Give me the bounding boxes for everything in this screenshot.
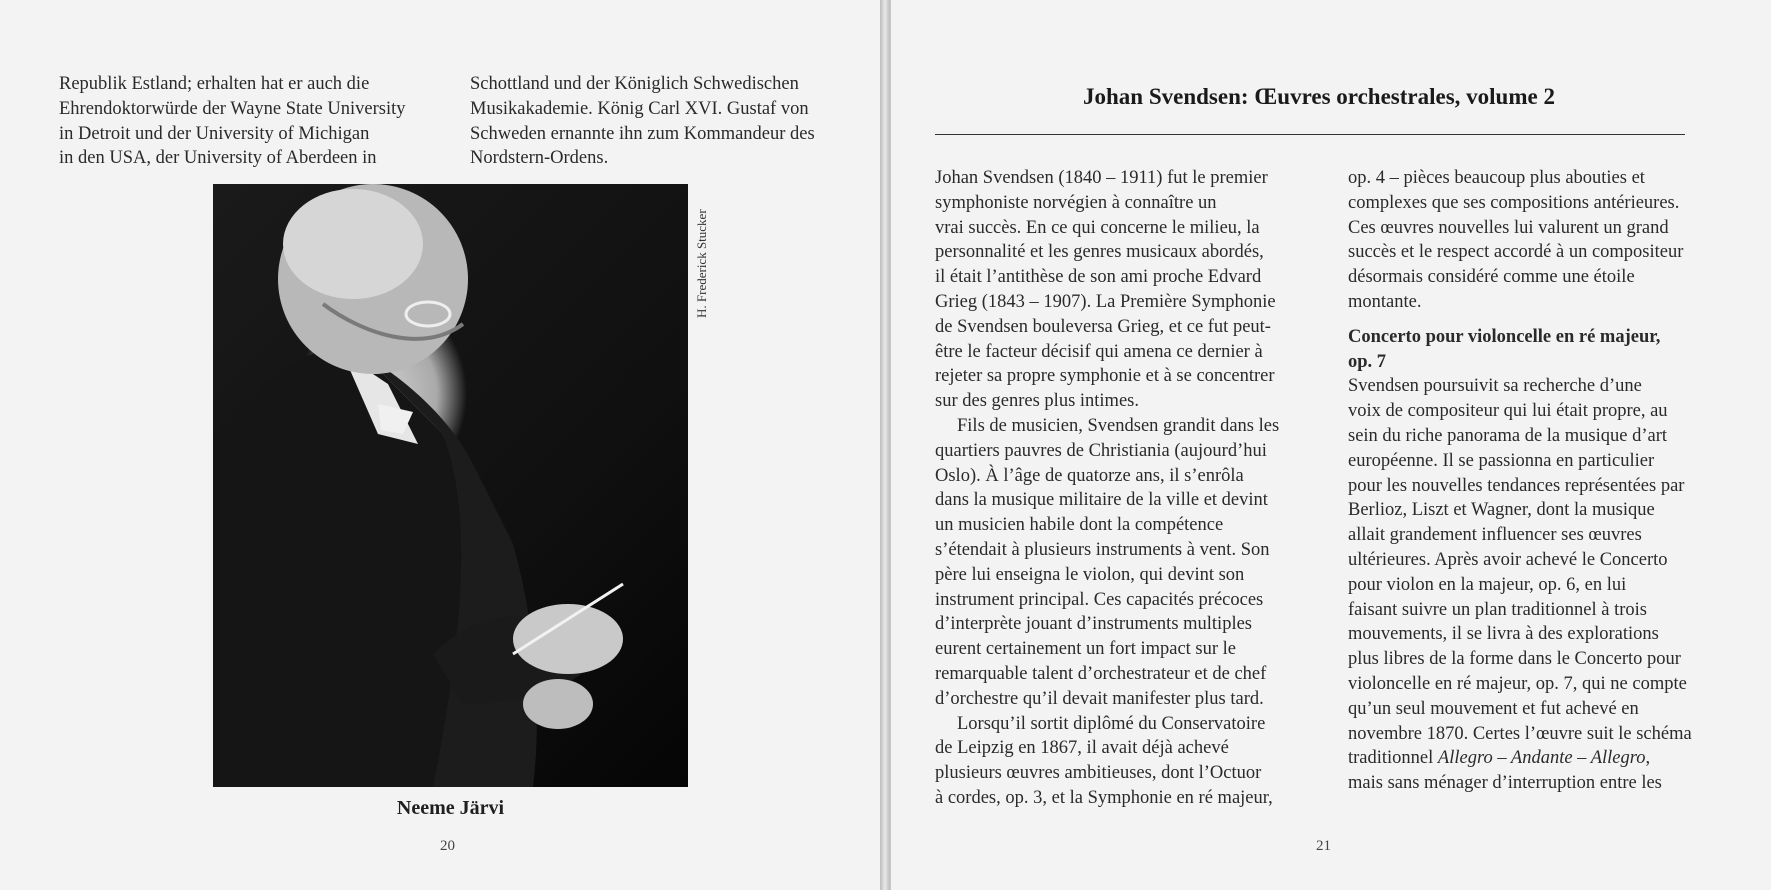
text-line: Ehrendoktorwürde der Wayne State University — [59, 98, 406, 119]
right-column-2-top — [1348, 166, 1692, 315]
text-line: Lorsqu’il sortit diplômé du Conservatoire — [957, 713, 1266, 734]
text-line: d’interprète jouant d’instruments multiples — [935, 614, 1253, 635]
text-line: remarquable talent d’orchestrateur et de chef — [935, 663, 1267, 684]
text-line: complexes que ses compositions antérieures. — [1348, 192, 1680, 213]
text-line-italic — [1348, 746, 1692, 771]
right-column-2-bottom — [1348, 374, 1692, 746]
text-line: novembre 1870. Certes l’œuvre suit le schéma — [1348, 723, 1692, 744]
text-line: Schweden ernannte ihn zum Kommandeur des — [470, 123, 815, 144]
right-column-2 — [1348, 166, 1692, 796]
left-column-1 — [59, 72, 406, 171]
text-line: européenne. Il se passionna en particulier — [1348, 450, 1655, 471]
text-line: succès et le respect accordé à un compositeur — [1348, 242, 1684, 263]
text-line: Grieg (1843 – 1907). La Première Symphonie — [935, 291, 1276, 312]
text-line: Berlioz, Liszt et Wagner, dont la musique — [1348, 500, 1655, 521]
text-line: dans la musique militaire de la ville et devint — [935, 490, 1268, 511]
page-heading: Johan Svendsen: Œuvres orchestrales, volume 2 — [1083, 84, 1555, 109]
text-line: vrai succès. En ce qui concerne le milieu, la — [935, 217, 1260, 238]
subheading-line: Concerto pour violoncelle en ré majeur, — [1348, 326, 1661, 347]
text-line: il était l’antithèse de son ami proche Edvard — [935, 267, 1262, 288]
text-line: op. 4 – pièces beaucoup plus abouties et — [1348, 168, 1645, 188]
text-segment: , — [1645, 748, 1651, 769]
text-line: pour violon en la majeur, op. 6, en lui — [1348, 574, 1627, 595]
text-line: plusieurs œuvres ambitieuses, dont l’Octuor — [935, 763, 1262, 784]
text-line: pour les nouvelles tendances représentées par — [1348, 475, 1685, 496]
book-gutter — [880, 0, 890, 890]
section-subheading — [1348, 325, 1692, 375]
italic-tempo-markings: Allegro – Andante – Allegro — [1437, 748, 1646, 769]
text-line: violoncelle en ré majeur, op. 7, qui ne compte — [1348, 673, 1687, 694]
text-line: mais sans ménager d’interruption entre les — [1348, 773, 1662, 794]
text-segment: traditionnel — [1348, 748, 1438, 769]
text-line: d’orchestre qu’il devait manifester plus tard. — [935, 688, 1264, 709]
right-column-1 — [935, 166, 1279, 811]
text-line: Johan Svendsen (1840 – 1911) fut le premier — [935, 168, 1268, 188]
text-line: allait grandement influencer ses œuvres — [1348, 525, 1642, 546]
heading-rule — [935, 134, 1685, 135]
text-line: symphoniste norvégien à connaître un — [935, 192, 1217, 213]
text-line: un musicien habile dont la compétence — [935, 515, 1224, 536]
text-line: instrument principal. Ces capacités précoces — [935, 589, 1264, 610]
text-line: in den USA, der University of Aberdeen in — [59, 148, 377, 169]
text-line: Svendsen poursuivit sa recherche d’une — [1348, 376, 1642, 397]
subheading-line: op. 7 — [1348, 351, 1387, 372]
left-column-2 — [470, 72, 815, 171]
photo-caption: Neeme Järvi — [396, 797, 505, 819]
page-number-right: 21 — [1316, 838, 1331, 854]
text-line: plus libres de la forme dans le Concerto pour — [1348, 649, 1681, 670]
text-line: montante. — [1348, 291, 1422, 312]
text-line: à cordes, op. 3, et la Symphonie en ré majeur, — [935, 787, 1273, 808]
text-line: désormais considéré comme une étoile — [1348, 267, 1635, 288]
photo-credit — [692, 192, 714, 322]
text-line: voix de compositeur qui lui était propre, au — [1348, 401, 1668, 422]
text-line: Nordstern-Ordens. — [470, 148, 609, 169]
text-line: Ces œuvres nouvelles lui valurent un grand — [1348, 217, 1669, 238]
photo-credit-text: H. Frederick Stucker — [694, 209, 709, 318]
text-line: sur des genres plus intimes. — [935, 391, 1139, 412]
text-line: mouvements, il se livra à des explorations — [1348, 624, 1659, 645]
text-line: s’étendait à plusieurs instruments à vent. Son — [935, 539, 1270, 560]
text-line: personnalité et les genres musicaux abordés, — [935, 242, 1264, 263]
text-line: eurent certainement un fort impact sur le — [935, 639, 1237, 660]
text-line: Schottland und der Königlich Schwedischen — [470, 74, 799, 94]
text-line: in Detroit und der University of Michigan — [59, 123, 370, 144]
text-line: rejeter sa propre symphonie et à se concentrer — [935, 366, 1275, 387]
left-page — [0, 0, 881, 890]
text-line: Musikakademie. König Carl XVI. Gustaf von — [470, 98, 809, 119]
text-line: qu’un seul mouvement et fut achevé en — [1348, 698, 1639, 719]
text-line: quartiers pauvres de Christiania (aujourd’hui — [935, 440, 1267, 461]
text-line: Fils de musicien, Svendsen grandit dans les — [957, 415, 1280, 436]
text-line: Oslo). À l’âge de quatorze ans, il s’enrôla — [935, 465, 1244, 486]
conductor-photo — [213, 184, 688, 787]
page-number-left: 20 — [440, 838, 455, 854]
text-line: de Leipzig en 1867, il avait déjà achevé — [935, 738, 1229, 759]
text-line: père lui enseigna le violon, qui devint son — [935, 564, 1245, 585]
text-line: Republik Estland; erhalten hat er auch die — [59, 74, 370, 94]
text-line: de Svendsen bouleversa Grieg, et ce fut peut- — [935, 316, 1271, 337]
text-line: sein du riche panorama de la musique d’art — [1348, 425, 1668, 446]
text-line: faisant suivre un plan traditionnel à trois — [1348, 599, 1648, 620]
text-line: être le facteur décisif qui amena ce dernier à — [935, 341, 1263, 362]
text-line: ultérieures. Après avoir achevé le Concerto — [1348, 549, 1668, 570]
